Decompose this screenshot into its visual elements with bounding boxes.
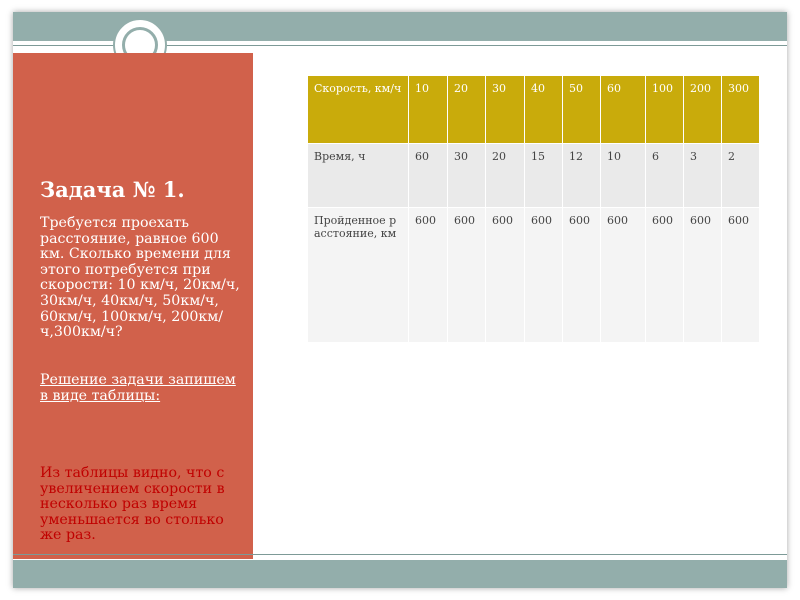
table-cell: 600	[722, 208, 760, 343]
table-cell: 10	[409, 76, 448, 144]
table-cell: 15	[525, 144, 563, 208]
solution-text: Решение задачи запишем в виде таблицы:	[40, 372, 236, 404]
table-cell: 10	[601, 144, 646, 208]
table-cell: 50	[563, 76, 601, 144]
table-cell: 12	[563, 144, 601, 208]
table-cell: 600	[448, 208, 486, 343]
table-cell: 600	[684, 208, 722, 343]
table-cell: 200	[684, 76, 722, 144]
task-text: Требуется проехать расстояние, равное 600 км. Сколько времени для этого потребуется при скорости: 10 км/ч, 20км/ч, 30км/ч, 40км/ч, 50км/ч, 60км/ч, 100км/ч, 200км/ч,300км/ч?	[40, 215, 240, 341]
table-cell: Скорость, км/ч	[308, 76, 409, 144]
table-row	[308, 144, 760, 208]
table-cell: 20	[448, 76, 486, 144]
table-cell: 6	[646, 144, 684, 208]
table-cell: 100	[646, 76, 684, 144]
table-cell: 60	[409, 144, 448, 208]
table-header-row	[308, 76, 760, 144]
table-cell: 300	[722, 76, 760, 144]
table-cell: 40	[525, 76, 563, 144]
conclusion-text: Из таблицы видно, что с увеличением скорости в несколько раз время уменьшается во столько же раз.	[40, 465, 225, 544]
speed-time-table	[307, 75, 760, 343]
table-cell: 600	[525, 208, 563, 343]
table-cell: 60	[601, 76, 646, 144]
table-cell: 600	[409, 208, 448, 343]
table-cell: 30	[448, 144, 486, 208]
left-panel	[13, 53, 253, 559]
table-cell: Время, ч	[308, 144, 409, 208]
table-cell: 600	[563, 208, 601, 343]
table-cell: 3	[684, 144, 722, 208]
bottom-divider	[13, 554, 787, 555]
table-cell: 600	[646, 208, 684, 343]
table-cell: 30	[486, 76, 525, 144]
slide	[13, 12, 787, 588]
table-cell: Пройденное расстояние, км	[308, 208, 409, 343]
table-cell: 20	[486, 144, 525, 208]
table-cell: 600	[601, 208, 646, 343]
table-row	[308, 208, 760, 343]
slide-title: Задача № 1.	[40, 177, 185, 202]
table-cell: 2	[722, 144, 760, 208]
bottom-band	[13, 560, 787, 588]
table-cell: 600	[486, 208, 525, 343]
